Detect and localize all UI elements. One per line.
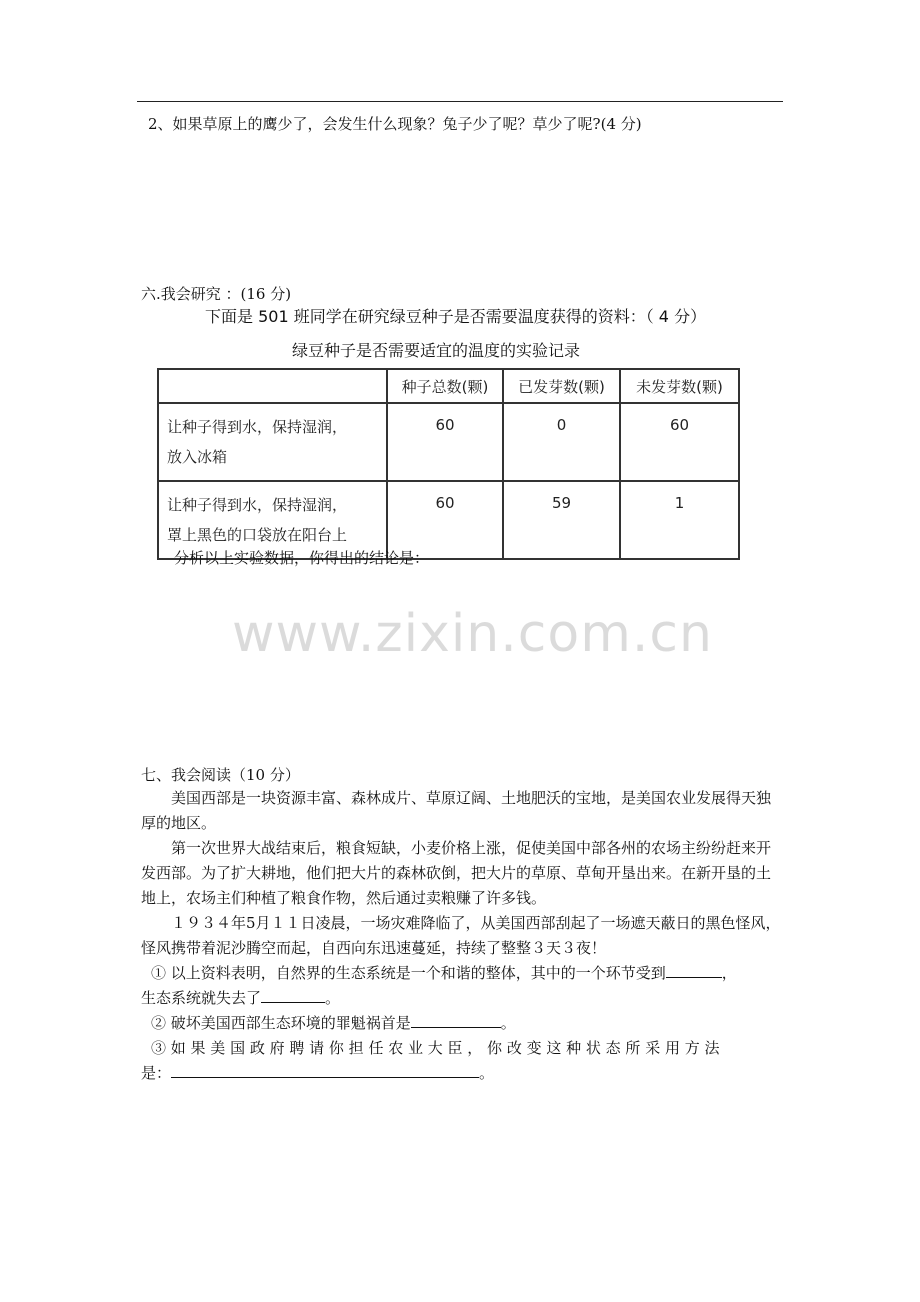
question-3-text-2: 是： xyxy=(141,1064,172,1082)
question-3-continued xyxy=(141,1061,783,1086)
watermark: www.zixin.com.cn xyxy=(232,604,713,664)
table-header-cell xyxy=(158,369,387,403)
question-1-text: ① 以上资料表明，自然界的生态系统是一个和谐的整体，其中的一个环节受到 xyxy=(151,964,666,982)
reading-paragraph-2: 第一次世界大战结束后，粮食短缺，小麦价格上涨，促使美国中部各州的农场主纷纷赶来开发西部。为了扩大耕地，他们把大片的森林砍倒，把大片的草原、草甸开垦出来。在新开垦的土地上，农场主们种植了粮食作物，然后通过卖粮赚了许多钱。 xyxy=(141,839,772,907)
table-title: 绿豆种子是否需要适宜的温度的实验记录 xyxy=(292,341,581,360)
reading-paragraph-1: 美国西部是一块资源丰富、森林成片、草原辽阔、土地肥沃的宝地，是美国农业发展得天独厚的地区。 xyxy=(141,789,772,832)
table-row xyxy=(158,403,739,481)
section-6-intro: 下面是 501 班同学在研究绿豆种子是否需要温度获得的资料：（ 4 分） xyxy=(205,307,707,326)
question-2-reading xyxy=(151,1011,783,1036)
table-header-cell: 已发芽数(颗) xyxy=(503,369,620,403)
row-label-line: 罩上黑色的口袋放在阳台上 xyxy=(167,526,348,544)
table-cell: 1 xyxy=(620,481,739,559)
row-label-line: 放入冰箱 xyxy=(167,448,228,466)
question-2: 2、如果草原上的鹰少了，会发生什么现象？兔子少了呢？草少了呢?(4 分) xyxy=(148,115,642,133)
row-label-line: 让种子得到水，保持湿润， xyxy=(167,418,348,436)
question-1-text-2: 生态系统就失去了 xyxy=(141,989,262,1007)
question-1-continued xyxy=(141,986,783,1011)
table-header-cell: 未发芽数(颗) xyxy=(620,369,739,403)
table-cell: 0 xyxy=(503,403,620,481)
header-rule xyxy=(137,101,783,102)
row-label-line: 让种子得到水，保持湿润， xyxy=(167,496,348,514)
answer-blank[interactable] xyxy=(261,986,325,1003)
conclusion-prompt: 分析以上实验数据，你得出的结论是： xyxy=(174,549,430,567)
table-cell: 60 xyxy=(620,403,739,481)
table-header-row xyxy=(158,369,739,403)
table-header-cell: 种子总数(颗) xyxy=(387,369,503,403)
answer-blank[interactable] xyxy=(666,961,722,978)
table-row-label xyxy=(158,403,387,481)
question-3: ③ 如 果 美 国 政 府 聘 请 你 担 任 农 业 大 臣 ， 你 改 变 这 种 状 态 所 采 用 方 法 xyxy=(151,1039,720,1057)
question-1-comma: ， xyxy=(721,964,737,982)
question-2-end: 。 xyxy=(500,1014,516,1032)
table-cell: 60 xyxy=(387,481,503,559)
table-cell: 59 xyxy=(503,481,620,559)
table-cell: 60 xyxy=(387,403,503,481)
question-2-text: ② 破坏美国西部生态环境的罪魁祸首是 xyxy=(151,1014,411,1032)
reading-paragraph-3: １９３４年5月１１日凌晨，一场灾难降临了，从美国西部刮起了一场遮天蔽日的黑色怪风，怪风携带着泥沙腾空而起，自西向东迅速蔓延，持续了整整３天３夜！ xyxy=(141,914,781,957)
answer-blank[interactable] xyxy=(411,1011,501,1028)
question-1 xyxy=(151,961,783,986)
question-3-end: 。 xyxy=(479,1064,495,1082)
experiment-record-table xyxy=(157,368,740,560)
answer-blank[interactable] xyxy=(171,1061,479,1078)
question-1-end: 。 xyxy=(325,989,341,1007)
section-6-heading: 六.我会研究 ：(16 分) xyxy=(141,285,292,303)
section-7-heading: 七、我会阅读（10 分） xyxy=(141,766,300,784)
